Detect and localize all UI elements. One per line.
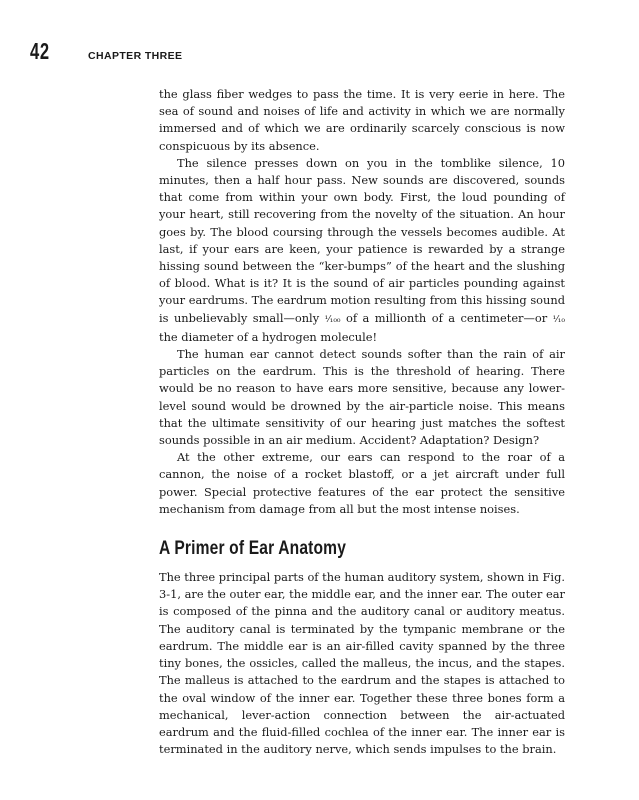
paragraph-2-part-a: The silence presses down on you in the tomblike silence, 10 minutes, then a half hour pass. New sounds are discovered, sounds that come from within your own body. First, the loud pounding of your heart, still recovering from the novelty of the situation. An hour goes by. The blood coursing through the vessels becomes audible. At last, if your ears are keen, your patience is rewarded by a strange hissing sound between the “ker-bumps” of the heart and the slushing of blood. What is it? It is the sound of air particles pounding against your eardrums. The eardrum motion resulting from this hissing sound is unbelievably small—only — [159, 155, 565, 325]
paragraph-2-part-c: the diameter of a hydrogen molecule! — [159, 329, 378, 344]
section-heading: A Primer of Ear Anatomy — [159, 538, 347, 560]
page-number: 42 — [30, 38, 50, 64]
paragraph-2 — [159, 155, 565, 346]
chapter-label: CHAPTER THREE — [88, 50, 183, 62]
running-header — [30, 38, 182, 68]
paragraph-4: At the other extreme, our ears can respond to the roar of a cannon, the noise of a rocket blastoff, or a jet aircraft under full power. Special protective features of the ear protect the sensitive mechanism from damage from all but the most intense noises. — [159, 450, 565, 516]
paragraph-2-part-b: of a millionth of a centimeter—or — [340, 310, 553, 325]
paragraph-3: The human ear cannot detect sounds softer than the rain of air particles on the eardrum. This is the threshold of hearing. There would be no reason to have ears more sensitive, because any lower-level sound would be drowned by the air-particle noise. This means that the ultimate sensitivity of our hearing just matches the softest sounds possible in an air medium. Accident? Adaptation? Design? — [159, 347, 565, 448]
fraction-one-tenth: ¹⁄₁₀ — [552, 314, 565, 325]
fraction-one-hundredth: ¹⁄₁₀₀ — [324, 314, 341, 325]
paragraph-1: the glass fiber wedges to pass the time. It is very eerie in here. The sea of sound and noises of life and activity in which we are normally immersed and of which we are ordinarily scarcely conscious is now conspicuous by its absence. — [159, 87, 565, 153]
section-paragraph: The three principal parts of the human auditory system, shown in Fig. 3-1, are the outer ear, the middle ear, and the inner ear. The outer ear is composed of the pinna and the auditory canal or auditory meatus. The auditory canal is terminated by the tympanic membrane or the eardrum. The middle ear is an air-filled cavity spanned by the three tiny bones, the ossicles, called the malleus, the incus, and the stapes. The malleus is attached to the eardrum and the stapes is attached to the oval window of the inner ear. Together these three bones form a mechanical, lever-action connection between the air-actuated eardrum and the fluid-filled cochlea of the inner ear. The inner ear is terminated in the auditory nerve, which sends impulses to the brain. — [159, 570, 565, 757]
page-body — [159, 86, 565, 758]
